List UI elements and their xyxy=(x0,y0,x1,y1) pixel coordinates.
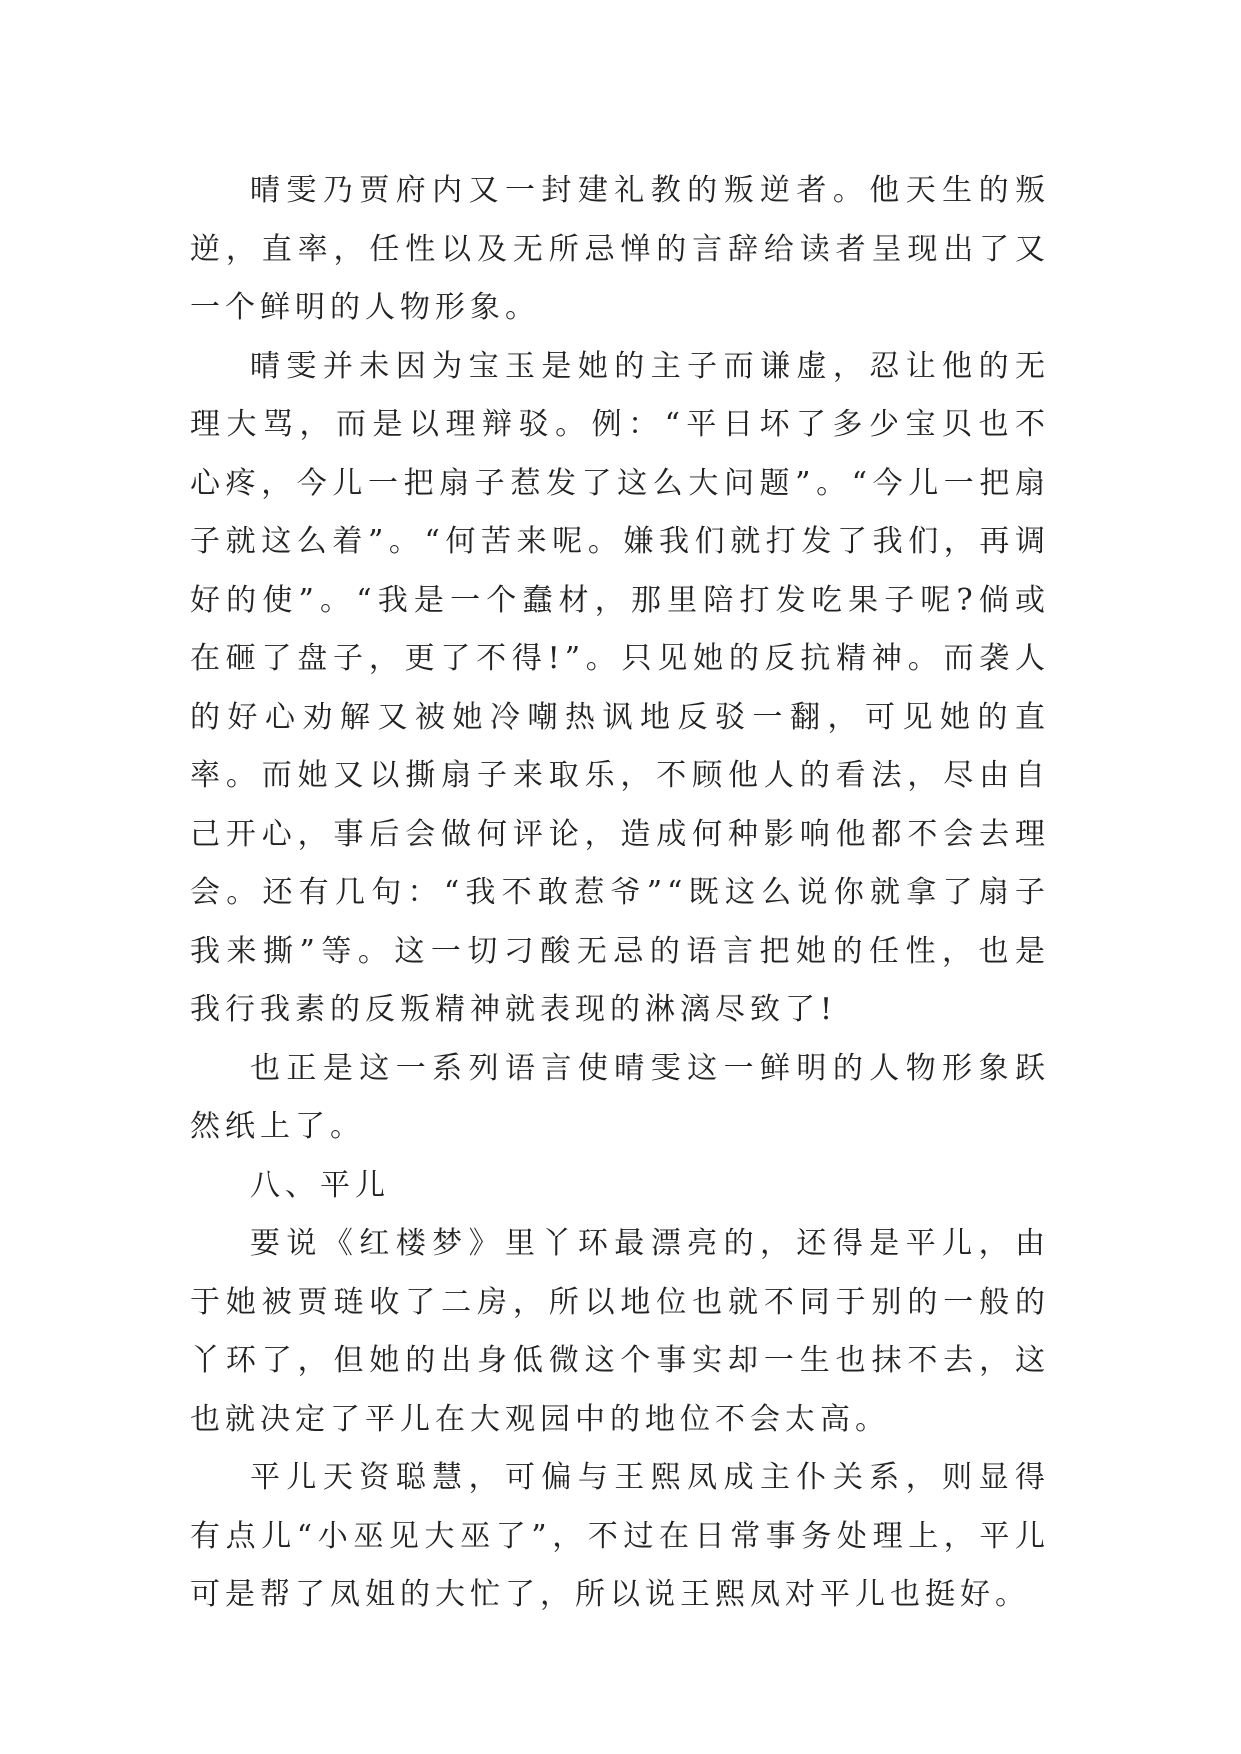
paragraph-pinger-character: 平儿天资聪慧，可偏与王熙凤成主仆关系，则显得有点儿“小巫见大巫了”，不过在日常事务处理上，平儿可是帮了凤姐的大忙了，所以说王熙凤对平儿也挺好。 xyxy=(190,1460,1050,1612)
paragraph-qingwen-intro: 晴雯乃贾府内又一封建礼教的叛逆者。他天生的叛逆，直率，任性以及无所忌惮的言辞给读者呈现出了又一个鲜明的人物形象。 xyxy=(190,173,1050,325)
paragraph-qingwen-dialogue: 晴雯并未因为宝玉是她的主子而谦虚，忍让他的无理大骂，而是以理辩驳。例：“平日坏了多少宝贝也不心疼，今儿一把扇子惹发了这么大问题”。“今儿一把扇子就这么着”。“何苦来呢。嫌我们就打发了我们，再调好的使”。“我是一个蠢材，那里陪打发吃果子呢?倘或在砸了盘子，更了不得!”。只见她的反抗精神。而袭人的好心劝解又被她冷嘲热讽地反驳一翻，可见她的直率。而她又以撕扇子来取乐，不顾他人的看法，尽由自己开心，事后会做何评论，造成何种影响他都不会去理会。还有几句：“我不敢惹爷”“既这么说你就拿了扇子我来撕”等。这一切刁酸无忌的语言把她的任性，也是我行我素的反叛精神就表现的淋漓尽致了! xyxy=(190,348,1050,1027)
paragraph-qingwen-conclusion: 也正是这一系列语言使晴雯这一鲜明的人物形象跃然纸上了。 xyxy=(190,1050,1050,1144)
document-body xyxy=(190,162,1050,1625)
paragraph-pinger-intro: 要说《红楼梦》里丫环最漂亮的，还得是平儿，由于她被贾琏收了二房，所以地位也就不同于别的一般的丫环了，但她的出身低微这个事实却一生也抹不去，这也就决定了平儿在大观园中的地位不会太高。 xyxy=(190,1226,1050,1437)
section-heading: 八、平儿 xyxy=(250,1167,390,1203)
